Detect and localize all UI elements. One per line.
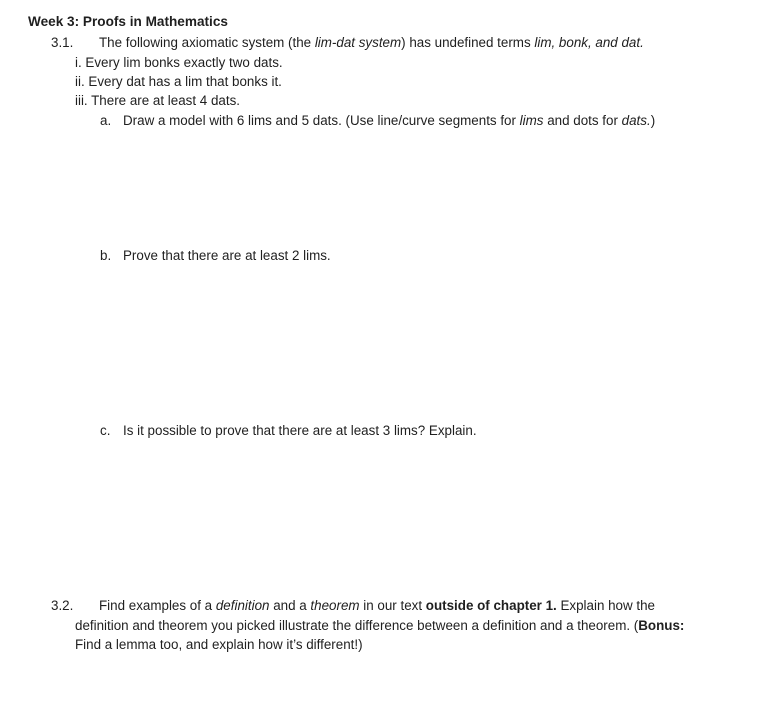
- problem-3-2-line-1: 3.2. Find examples of a definition and a theorem in our text outside of chapter 1. Explain how the: [51, 598, 656, 613]
- part-a: a. Draw a model with 6 lims and 5 dats. (Use line/curve segments for lims and dots for dats.): [100, 113, 656, 128]
- axiom-2: ii. Every dat has a lim that bonks it.: [75, 74, 282, 89]
- problem-3-1-intro: 3.1. The following axiomatic system (the lim-dat system) has undefined terms lim, bonk, and dat.: [51, 35, 644, 50]
- part-c: c. Is it possible to prove that there are at least 3 lims? Explain.: [100, 423, 477, 438]
- problem-3-2-line-3: Find a lemma too, and explain how it’s different!): [75, 637, 363, 652]
- part-a-label: a.: [100, 113, 112, 128]
- problem-number: 3.2.: [51, 598, 74, 613]
- part-b: b. Prove that there are at least 2 lims.: [100, 248, 331, 263]
- problem-number: 3.1.: [51, 35, 74, 50]
- axiom-1: i. Every lim bonks exactly two dats.: [75, 55, 283, 70]
- part-b-label: b.: [100, 248, 112, 263]
- part-c-label: c.: [100, 423, 111, 438]
- problem-3-2-line-2: definition and theorem you picked illustrate the difference between a definition and a theorem. (Bonus:: [75, 618, 685, 633]
- page-title: Week 3: Proofs in Mathematics: [28, 14, 228, 29]
- axiom-3: iii. There are at least 4 dats.: [75, 93, 240, 108]
